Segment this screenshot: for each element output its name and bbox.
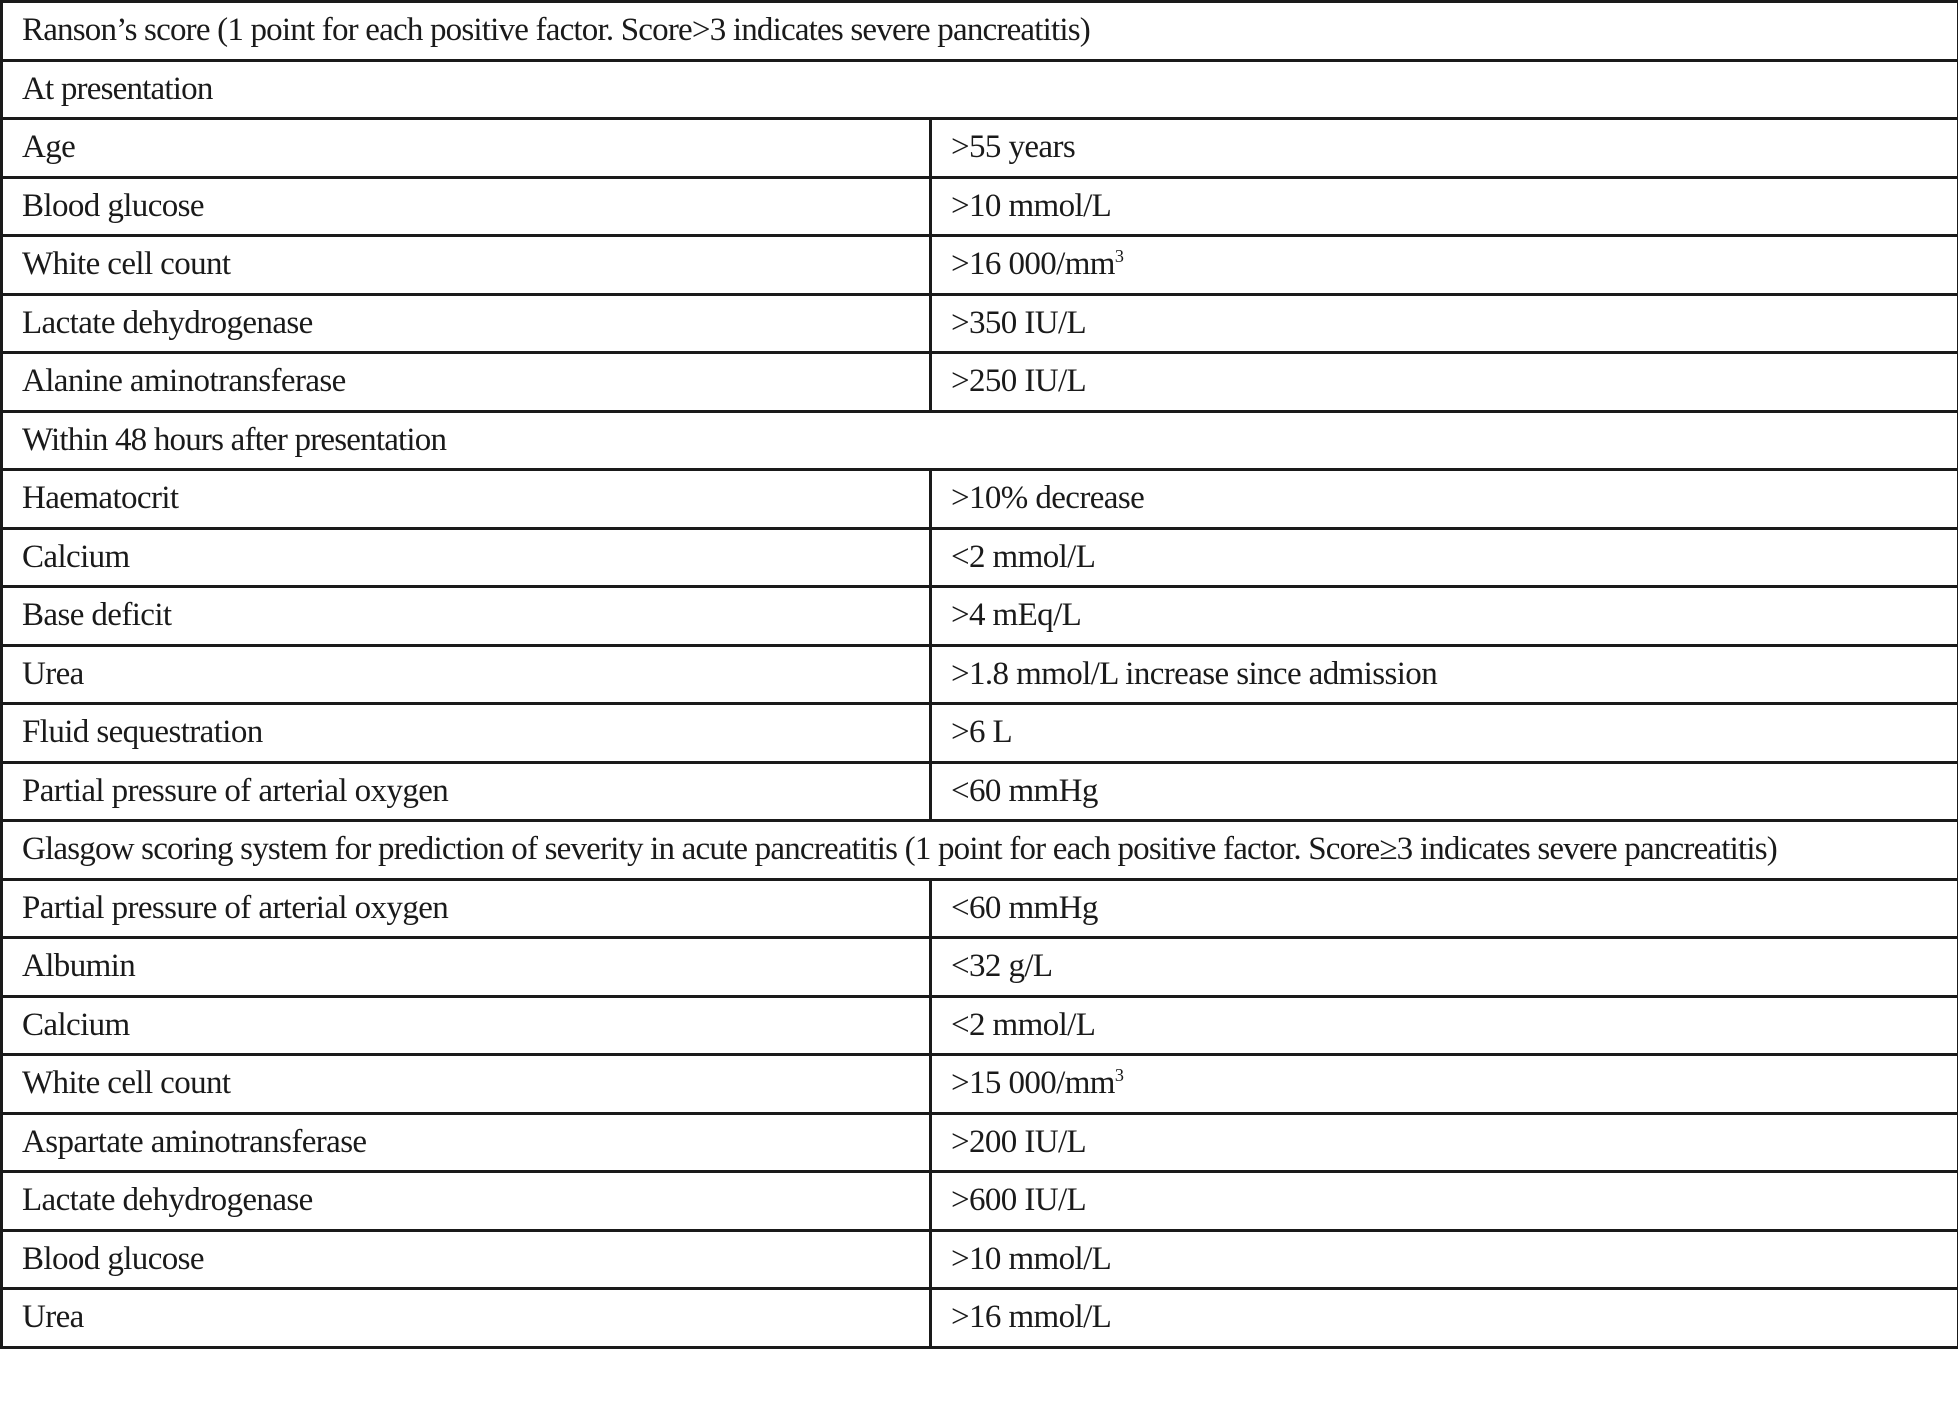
table-row	[2, 996, 1958, 1055]
factor-cell: Lactate dehydrogenase	[2, 294, 931, 353]
table-row	[2, 1113, 1958, 1172]
table-row	[2, 528, 1958, 587]
factor-cell: Calcium	[2, 996, 931, 1055]
table-row	[2, 1289, 1958, 1348]
factor-cell: Lactate dehydrogenase	[2, 1172, 931, 1231]
value-cell: <32 g/L	[931, 938, 1958, 997]
glasgow-header: Glasgow scoring system for prediction of severity in acute pancreatitis (1 point for each positive factor. Score≥3 indicates severe pancreatitis)	[2, 821, 1958, 880]
value-cell: >4 mEq/L	[931, 587, 1958, 646]
value-cell: >16 mmol/L	[931, 1289, 1958, 1348]
within-48h-row	[2, 411, 1958, 470]
factor-cell: Age	[2, 119, 931, 178]
value-cell: >200 IU/L	[931, 1113, 1958, 1172]
value-cell: <2 mmol/L	[931, 528, 1958, 587]
factor-cell: Aspartate aminotransferase	[2, 1113, 931, 1172]
table-row	[2, 645, 1958, 704]
value-text: >16 000/mm	[951, 246, 1115, 283]
factor-cell: White cell count	[2, 236, 931, 295]
table-row	[2, 587, 1958, 646]
ranson-header: Ranson’s score (1 point for each positive factor. Score>3 indicates severe pancreatitis)	[2, 2, 1958, 61]
factor-cell: White cell count	[2, 1055, 931, 1114]
factor-cell: Urea	[2, 1289, 931, 1348]
factor-cell: Blood glucose	[2, 1230, 931, 1289]
factor-cell: Calcium	[2, 528, 931, 587]
value-cell: <2 mmol/L	[931, 996, 1958, 1055]
value-cell: <60 mmHg	[931, 762, 1958, 821]
value-superscript: 3	[1114, 246, 1124, 267]
table-row	[2, 879, 1958, 938]
value-superscript: 3	[1114, 1065, 1124, 1086]
factor-cell: Partial pressure of arterial oxygen	[2, 879, 931, 938]
table-row	[2, 938, 1958, 997]
value-cell	[931, 236, 1958, 295]
ranson-header-row	[2, 2, 1958, 61]
table-row	[2, 1230, 1958, 1289]
table-row	[2, 1055, 1958, 1114]
value-cell: >10 mmol/L	[931, 1230, 1958, 1289]
at-presentation-row	[2, 60, 1958, 119]
factor-cell: Fluid sequestration	[2, 704, 931, 763]
value-cell	[931, 1055, 1958, 1114]
factor-cell: Partial pressure of arterial oxygen	[2, 762, 931, 821]
table-row	[2, 762, 1958, 821]
value-cell: >600 IU/L	[931, 1172, 1958, 1231]
value-cell: >10% decrease	[931, 470, 1958, 529]
table-row	[2, 177, 1958, 236]
value-cell: >6 L	[931, 704, 1958, 763]
factor-cell: Alanine aminotransferase	[2, 353, 931, 412]
factor-cell: Haematocrit	[2, 470, 931, 529]
table-row	[2, 1172, 1958, 1231]
value-cell: >1.8 mmol/L increase since admission	[931, 645, 1958, 704]
factor-cell: Albumin	[2, 938, 931, 997]
glasgow-header-row	[2, 821, 1958, 880]
factor-cell: Base deficit	[2, 587, 931, 646]
table-row	[2, 704, 1958, 763]
value-text: >15 000/mm	[951, 1065, 1115, 1102]
value-cell: <60 mmHg	[931, 879, 1958, 938]
factor-cell: Urea	[2, 645, 931, 704]
table-row	[2, 353, 1958, 412]
table-row	[2, 236, 1958, 295]
at-presentation-label: At presentation	[2, 60, 1958, 119]
table-row	[2, 294, 1958, 353]
within-48h-label: Within 48 hours after presentation	[2, 411, 1958, 470]
value-cell: >55 years	[931, 119, 1958, 178]
factor-cell: Blood glucose	[2, 177, 931, 236]
value-cell: >350 IU/L	[931, 294, 1958, 353]
value-cell: >10 mmol/L	[931, 177, 1958, 236]
table-row	[2, 470, 1958, 529]
value-cell: >250 IU/L	[931, 353, 1958, 412]
table-row	[2, 119, 1958, 178]
